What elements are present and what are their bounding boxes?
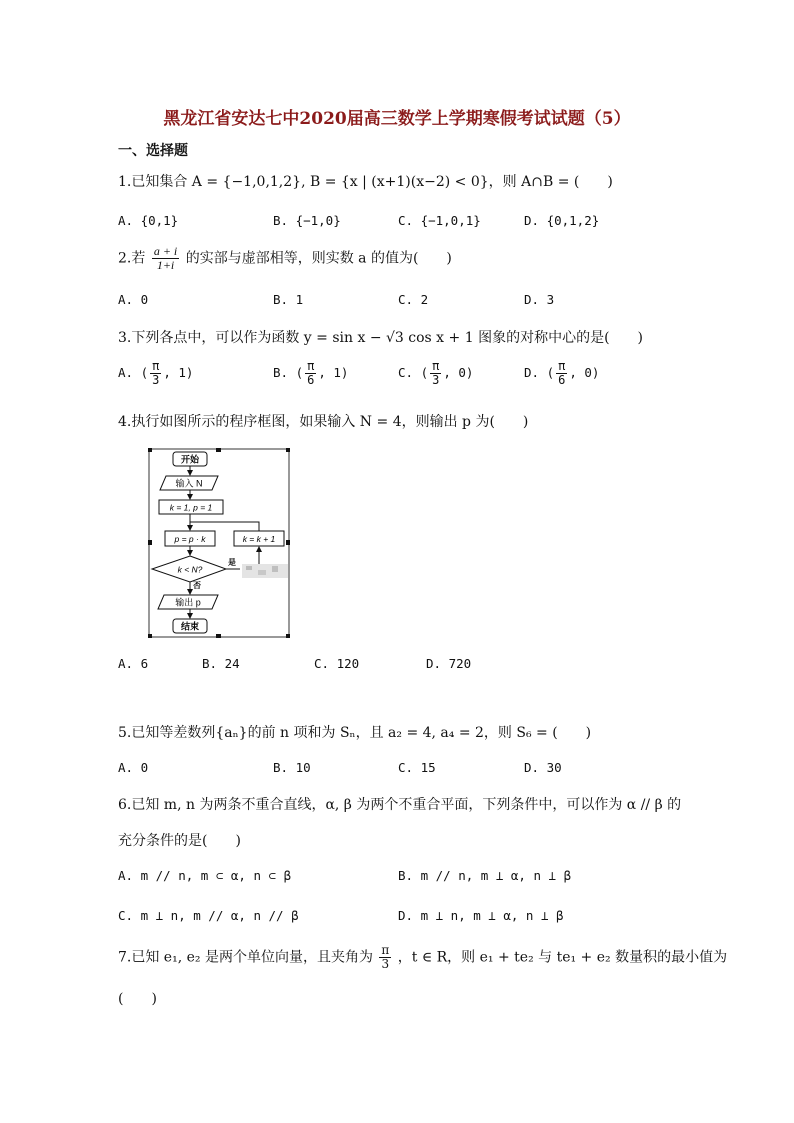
q6-option-c: C. m ⊥ n, m // α, n // β bbox=[118, 908, 299, 923]
q2-option-a: A. 0 bbox=[118, 292, 149, 307]
q3-option-c bbox=[398, 360, 473, 387]
q7-denominator: 3 bbox=[381, 957, 390, 972]
q3-b-fraction bbox=[305, 360, 316, 387]
q3-c-tail: , 0) bbox=[443, 365, 474, 381]
q4-option-b: B. 24 bbox=[202, 656, 240, 671]
q3-b-tail: , 1) bbox=[318, 365, 349, 381]
q2-prefix: 2.若 bbox=[118, 250, 146, 267]
q3-d-fraction bbox=[556, 360, 567, 387]
q7-prefix: 7.已知 e₁, e₂ 是两个单位向量，且夹角为 bbox=[118, 949, 373, 966]
flow-start-text: 开始 bbox=[180, 454, 200, 465]
q3-b-den: 6 bbox=[307, 373, 315, 388]
q6-option-a: A. m // n, m ⊂ α, n ⊂ β bbox=[118, 868, 292, 883]
q2-denominator: 1+i bbox=[156, 258, 175, 273]
section-heading: 一、选择题 bbox=[118, 143, 188, 159]
q3-d-num: π bbox=[558, 359, 566, 373]
q3-c-num: π bbox=[432, 359, 440, 373]
flow-end-text: 结束 bbox=[180, 621, 200, 632]
question-5: 5.已知等差数列{aₙ}的前 n 项和为 Sₙ，且 a₂ = 4, a₄ = 2，则 S₆ = ( ) bbox=[118, 725, 592, 741]
q3-option-d bbox=[524, 360, 599, 387]
question-1: 1.已知集合 A = {−1,0,1,2}, B = {x | (x+1)(x−2) < 0}，则 A∩B = ( ) bbox=[118, 174, 613, 190]
q7-fraction bbox=[379, 944, 391, 971]
q2-fraction bbox=[152, 245, 179, 272]
question-4: 4.执行如图所示的程序框图，如果输入 N = 4，则输出 p 为( ) bbox=[118, 414, 529, 430]
q2-option-d: D. 3 bbox=[524, 292, 555, 307]
q3-a-num: π bbox=[152, 359, 160, 373]
q3-c-fraction bbox=[430, 360, 441, 387]
q6-option-b: B. m // n, m ⊥ α, n ⊥ β bbox=[398, 868, 572, 883]
q1-option-c: C. {−1,0,1} bbox=[398, 213, 481, 228]
question-7-line-2: ( ) bbox=[118, 991, 157, 1007]
q5-option-b: B. 10 bbox=[273, 760, 311, 775]
q6-option-d: D. m ⊥ n, m ⊥ α, n ⊥ β bbox=[398, 908, 564, 923]
q1-option-a: A. {0,1} bbox=[118, 213, 179, 228]
q3-a-den: 3 bbox=[152, 373, 160, 388]
q5-option-d: D. 30 bbox=[524, 760, 562, 775]
q2-option-b: B. 1 bbox=[273, 292, 304, 307]
flow-no-label: 否 bbox=[193, 581, 201, 590]
q3-b-num: π bbox=[307, 359, 315, 373]
q3-option-b bbox=[273, 360, 348, 387]
q3-option-a bbox=[118, 360, 193, 387]
flow-yes-label: 是 bbox=[228, 558, 236, 567]
flow-init-text: k = 1, p = 1 bbox=[169, 502, 213, 513]
flow-output-text: 输出 p bbox=[175, 597, 201, 608]
q3-d-tail: , 0) bbox=[569, 365, 600, 381]
q4-option-d: D. 720 bbox=[426, 656, 472, 671]
q4-option-a: A. 6 bbox=[118, 656, 149, 671]
flow-decision-text: k < N? bbox=[177, 564, 203, 575]
q3-a-fraction bbox=[150, 360, 161, 387]
q2-option-c: C. 2 bbox=[398, 292, 429, 307]
q1-option-d: D. {0,1,2} bbox=[524, 213, 600, 228]
q2-numerator: a + i bbox=[153, 244, 178, 258]
q3-c-label: C. ( bbox=[398, 365, 429, 381]
question-3: 3.下列各点中，可以作为函数 y = sin x − √3 cos x + 1 图象的对称中心的是( ) bbox=[118, 330, 643, 346]
q1-option-b: B. {−1,0} bbox=[273, 213, 341, 228]
q7-numerator: π bbox=[381, 943, 390, 957]
q3-a-label: A. ( bbox=[118, 365, 149, 381]
q4-option-c: C. 120 bbox=[314, 656, 360, 671]
q3-d-den: 6 bbox=[558, 373, 566, 388]
page-title: 黑龙江省安达七中2020届高三数学上学期寒假考试试题（5） bbox=[163, 109, 631, 129]
q5-option-a: A. 0 bbox=[118, 760, 149, 775]
q7-suffix: ，t ∈ R，则 e₁ + te₂ 与 te₁ + e₂ 数量积的最小值为 bbox=[397, 949, 728, 966]
q5-option-c: C. 15 bbox=[398, 760, 436, 775]
flow-increment-text: k = k + 1 bbox=[242, 534, 276, 544]
flowchart bbox=[148, 448, 290, 638]
question-2 bbox=[118, 245, 452, 272]
q3-c-den: 3 bbox=[432, 373, 440, 388]
question-6-line-2: 充分条件的是( ) bbox=[118, 833, 241, 849]
question-6-line-1: 6.已知 m, n 为两条不重合直线，α, β 为两个不重合平面，下列条件中，可以作为 α // β 的 bbox=[118, 797, 682, 813]
flow-assign-text: p = p · k bbox=[174, 534, 206, 544]
q2-suffix: 的实部与虚部相等，则实数 a 的值为( ) bbox=[185, 250, 452, 267]
flow-input-text: 输入 N bbox=[175, 478, 203, 489]
question-7 bbox=[118, 944, 727, 971]
q3-d-label: D. ( bbox=[524, 365, 555, 381]
q3-a-tail: , 1) bbox=[163, 365, 194, 381]
q3-b-label: B. ( bbox=[273, 365, 304, 381]
